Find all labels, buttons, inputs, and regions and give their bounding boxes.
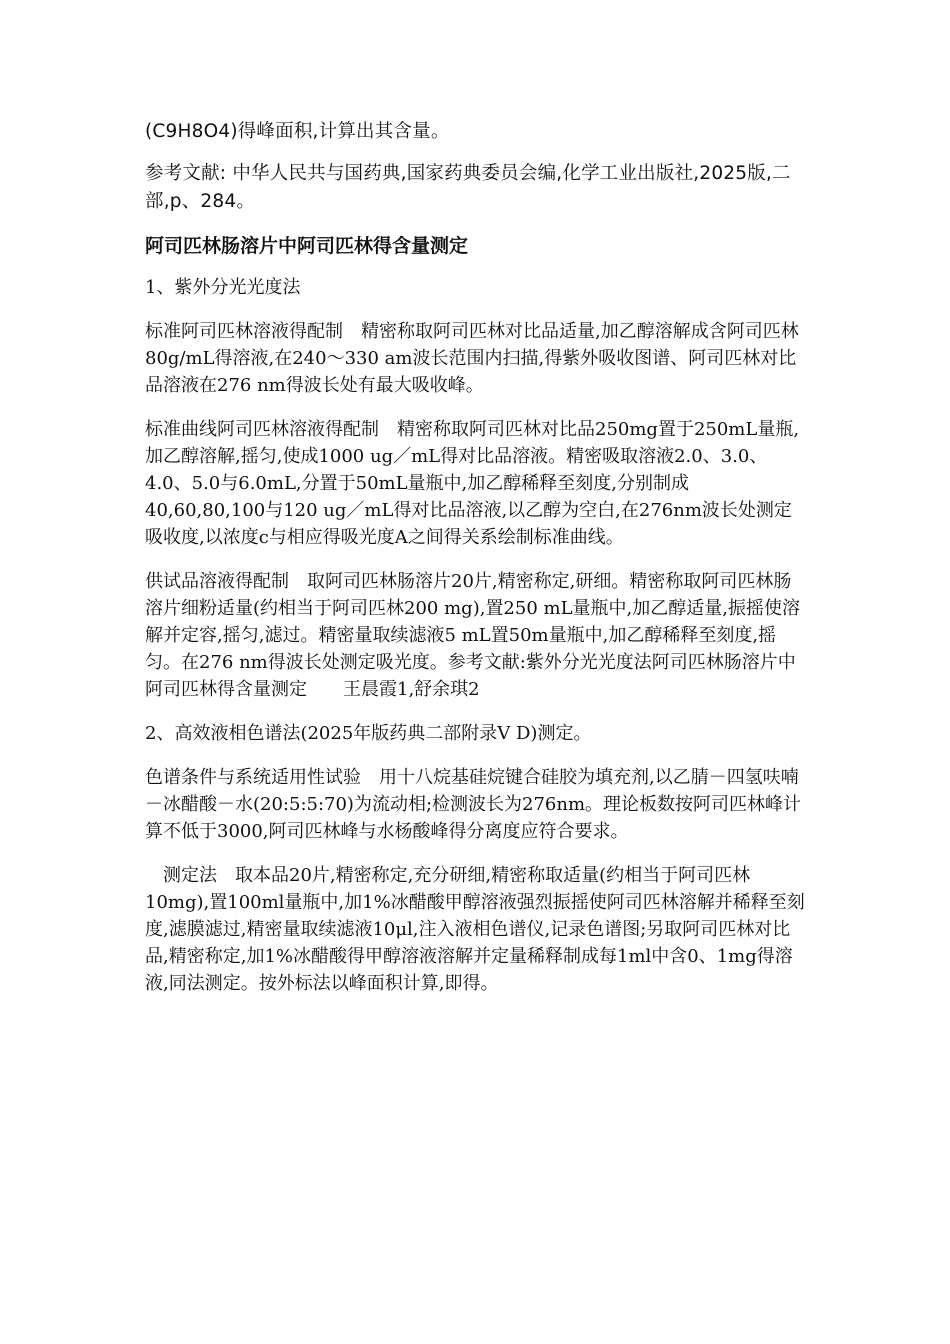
paragraph-chromatography-conditions: 色谱条件与系统适用性试验 用十八烷基硅烷键合硅胶为填充剂,以乙腈－四氢呋喃－冰醋酸－水(20:5:5:70)为流动相;检测波长为276nm。理论板数按阿司匹林峰计算不低于3000,阿司匹林峰与水杨酸峰得分离度应符合要求。 xyxy=(145,767,802,842)
paragraph-assay-method: 测定法 取本品20片,精密称定,充分研细,精密称取适量(约相当于阿司匹林10mg),置100ml量瓶中,加1%冰醋酸甲醇溶液强烈振摇使阿司匹林溶解并稀释至刻度,滤膜滤过,精密量取续滤液10μl,注入液相色谱仪,记录色谱图;另取阿司匹林对比品,精密称定,加1%冰醋酸得甲醇溶液溶解并定量稀释制成每1ml中含0、1mg得溶液,同法测定。按外标法以峰面积计算,即得。 xyxy=(145,865,805,994)
section-heading: 阿司匹林肠溶片中阿司匹林得含量测定 xyxy=(145,235,469,257)
formula-paragraph: (C9H8O4)得峰面积,计算出其含量。 xyxy=(145,121,450,142)
document-page xyxy=(145,118,805,997)
paragraph-standard-curve: 标准曲线阿司匹林溶液得配制 精密称取阿司匹林对比品250mg置于250mL量瓶,加乙醇溶解,摇匀,使成1000 ug／mL得对比品溶液。精密吸取溶液2.0、3.0、4.0、5.0与6.0mL,分置于50mL量瓶中,加乙醇稀释至刻度,分别制成40,60,80,100与120 ug／mL得对比品溶液,以乙醇为空白,在276nm波长处测定吸收度,以浓度c与相应得吸光度A之间得关系绘制标准曲线。 xyxy=(145,419,800,548)
paragraph-standard-solution: 标准阿司匹林溶液得配制 精密称取阿司匹林对比品适量,加乙醇溶解成含阿司匹林80g/mL得溶液,在240～330 am波长范围内扫描,得紫外吸收图谱、阿司匹林对比品溶液在276 nm得波长处有最大吸收峰。 xyxy=(145,321,799,396)
paragraph-test-solution: 供试品溶液得配制 取阿司匹林肠溶片20片,精密称定,研细。精密称取阿司匹林肠溶片细粉适量(约相当于阿司匹林200 mg),置250 mL量瓶中,加乙醇适量,振摇使溶解并定容,摇匀,滤过。精密量取续滤液5 mL置50m量瓶中,加乙醇稀释至刻度,摇匀。在276 nm得波长处测定吸光度。参考文献:紫外分光光度法阿司匹林肠溶片中阿司匹林得含量测定 王晨霞1,舒余琪2 xyxy=(145,571,800,700)
subsection-uv-heading: 1、紫外分光光度法 xyxy=(145,277,301,298)
reference-paragraph: 参考文献: 中华人民共与国药典,国家药典委员会编,化学工业出版社,2025版,二部,p、284。 xyxy=(145,163,791,212)
subsection-hplc-heading: 2、高效液相色谱法(2025年版药典二部附录Ⅴ D)测定。 xyxy=(145,723,592,744)
